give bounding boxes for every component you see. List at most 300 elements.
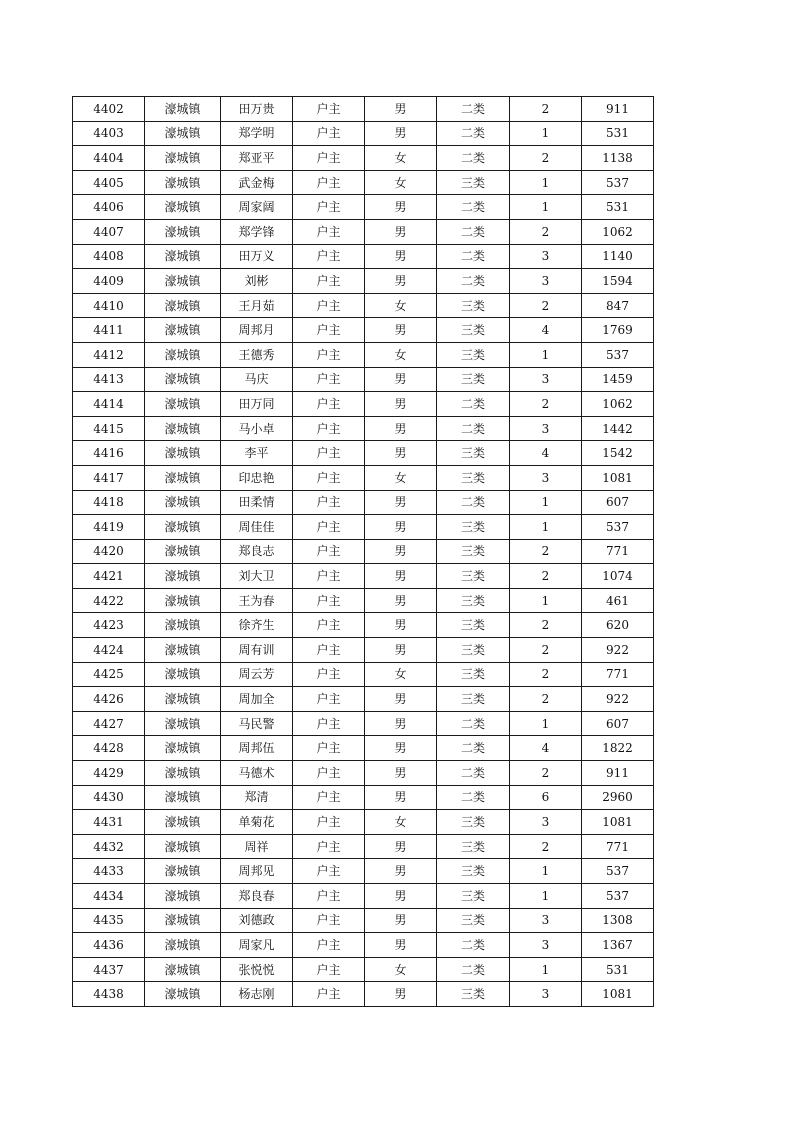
relation-cell: 户主 bbox=[293, 638, 365, 663]
name-cell: 杨志刚 bbox=[221, 982, 293, 1007]
name-cell: 王为春 bbox=[221, 588, 293, 613]
township-cell: 濠城镇 bbox=[145, 908, 221, 933]
household-size-cell: 4 bbox=[510, 441, 582, 466]
relation-cell: 户主 bbox=[293, 97, 365, 122]
amount-cell: 1140 bbox=[582, 244, 654, 269]
row-number-cell: 4408 bbox=[73, 244, 145, 269]
table-row bbox=[73, 957, 654, 982]
household-size-cell: 1 bbox=[510, 515, 582, 540]
row-number-cell: 4402 bbox=[73, 97, 145, 122]
category-cell: 二类 bbox=[437, 244, 510, 269]
table-row bbox=[73, 588, 654, 613]
household-size-cell: 6 bbox=[510, 785, 582, 810]
row-number-cell: 4419 bbox=[73, 515, 145, 540]
name-cell: 张悦悦 bbox=[221, 957, 293, 982]
relation-cell: 户主 bbox=[293, 859, 365, 884]
township-cell: 濠城镇 bbox=[145, 564, 221, 589]
row-number-cell: 4404 bbox=[73, 146, 145, 171]
name-cell: 郑清 bbox=[221, 785, 293, 810]
relation-cell: 户主 bbox=[293, 121, 365, 146]
category-cell: 二类 bbox=[437, 97, 510, 122]
relation-cell: 户主 bbox=[293, 490, 365, 515]
category-cell: 三类 bbox=[437, 342, 510, 367]
household-size-cell: 3 bbox=[510, 367, 582, 392]
table-body bbox=[73, 97, 654, 1007]
relation-cell: 户主 bbox=[293, 342, 365, 367]
household-size-cell: 3 bbox=[510, 416, 582, 441]
township-cell: 濠城镇 bbox=[145, 441, 221, 466]
amount-cell: 1081 bbox=[582, 982, 654, 1007]
table-row bbox=[73, 785, 654, 810]
category-cell: 二类 bbox=[437, 736, 510, 761]
gender-cell: 女 bbox=[365, 957, 437, 982]
category-cell: 二类 bbox=[437, 711, 510, 736]
table-row bbox=[73, 244, 654, 269]
row-number-cell: 4416 bbox=[73, 441, 145, 466]
township-cell: 濠城镇 bbox=[145, 957, 221, 982]
gender-cell: 男 bbox=[365, 982, 437, 1007]
amount-cell: 537 bbox=[582, 342, 654, 367]
gender-cell: 男 bbox=[365, 515, 437, 540]
category-cell: 三类 bbox=[437, 613, 510, 638]
township-cell: 濠城镇 bbox=[145, 416, 221, 441]
gender-cell: 男 bbox=[365, 588, 437, 613]
category-cell: 二类 bbox=[437, 269, 510, 294]
relation-cell: 户主 bbox=[293, 170, 365, 195]
household-size-cell: 1 bbox=[510, 859, 582, 884]
relation-cell: 户主 bbox=[293, 810, 365, 835]
name-cell: 王德秀 bbox=[221, 342, 293, 367]
category-cell: 三类 bbox=[437, 564, 510, 589]
table-row bbox=[73, 564, 654, 589]
relation-cell: 户主 bbox=[293, 834, 365, 859]
name-cell: 周祥 bbox=[221, 834, 293, 859]
table-row bbox=[73, 662, 654, 687]
name-cell: 周家阔 bbox=[221, 195, 293, 220]
amount-cell: 922 bbox=[582, 687, 654, 712]
category-cell: 三类 bbox=[437, 638, 510, 663]
gender-cell: 男 bbox=[365, 908, 437, 933]
gender-cell: 男 bbox=[365, 416, 437, 441]
amount-cell: 922 bbox=[582, 638, 654, 663]
relation-cell: 户主 bbox=[293, 367, 365, 392]
township-cell: 濠城镇 bbox=[145, 933, 221, 958]
name-cell: 刘大卫 bbox=[221, 564, 293, 589]
row-number-cell: 4428 bbox=[73, 736, 145, 761]
township-cell: 濠城镇 bbox=[145, 588, 221, 613]
relation-cell: 户主 bbox=[293, 711, 365, 736]
category-cell: 三类 bbox=[437, 170, 510, 195]
township-cell: 濠城镇 bbox=[145, 711, 221, 736]
relation-cell: 户主 bbox=[293, 219, 365, 244]
gender-cell: 女 bbox=[365, 146, 437, 171]
category-cell: 二类 bbox=[437, 416, 510, 441]
category-cell: 三类 bbox=[437, 441, 510, 466]
name-cell: 周有训 bbox=[221, 638, 293, 663]
relation-cell: 户主 bbox=[293, 564, 365, 589]
table-row bbox=[73, 908, 654, 933]
category-cell: 二类 bbox=[437, 121, 510, 146]
household-size-cell: 3 bbox=[510, 908, 582, 933]
township-cell: 濠城镇 bbox=[145, 613, 221, 638]
gender-cell: 男 bbox=[365, 933, 437, 958]
township-cell: 濠城镇 bbox=[145, 170, 221, 195]
row-number-cell: 4412 bbox=[73, 342, 145, 367]
gender-cell: 男 bbox=[365, 318, 437, 343]
amount-cell: 531 bbox=[582, 957, 654, 982]
township-cell: 濠城镇 bbox=[145, 761, 221, 786]
table-row bbox=[73, 539, 654, 564]
township-cell: 濠城镇 bbox=[145, 810, 221, 835]
township-cell: 濠城镇 bbox=[145, 834, 221, 859]
gender-cell: 男 bbox=[365, 195, 437, 220]
category-cell: 二类 bbox=[437, 785, 510, 810]
name-cell: 郑学明 bbox=[221, 121, 293, 146]
township-cell: 濠城镇 bbox=[145, 859, 221, 884]
table-row bbox=[73, 342, 654, 367]
row-number-cell: 4432 bbox=[73, 834, 145, 859]
household-size-cell: 2 bbox=[510, 687, 582, 712]
household-size-cell: 2 bbox=[510, 97, 582, 122]
name-cell: 周佳佳 bbox=[221, 515, 293, 540]
relation-cell: 户主 bbox=[293, 465, 365, 490]
row-number-cell: 4409 bbox=[73, 269, 145, 294]
category-cell: 二类 bbox=[437, 146, 510, 171]
gender-cell: 男 bbox=[365, 441, 437, 466]
relation-cell: 户主 bbox=[293, 687, 365, 712]
table-row bbox=[73, 97, 654, 122]
category-cell: 三类 bbox=[437, 884, 510, 909]
name-cell: 郑亚平 bbox=[221, 146, 293, 171]
gender-cell: 女 bbox=[365, 465, 437, 490]
row-number-cell: 4411 bbox=[73, 318, 145, 343]
category-cell: 三类 bbox=[437, 539, 510, 564]
table-row bbox=[73, 613, 654, 638]
household-size-cell: 2 bbox=[510, 613, 582, 638]
category-cell: 二类 bbox=[437, 933, 510, 958]
township-cell: 濠城镇 bbox=[145, 687, 221, 712]
row-number-cell: 4421 bbox=[73, 564, 145, 589]
gender-cell: 女 bbox=[365, 662, 437, 687]
gender-cell: 男 bbox=[365, 121, 437, 146]
household-size-cell: 2 bbox=[510, 293, 582, 318]
row-number-cell: 4417 bbox=[73, 465, 145, 490]
row-number-cell: 4431 bbox=[73, 810, 145, 835]
name-cell: 马小卓 bbox=[221, 416, 293, 441]
gender-cell: 男 bbox=[365, 736, 437, 761]
name-cell: 刘彬 bbox=[221, 269, 293, 294]
name-cell: 周邦见 bbox=[221, 859, 293, 884]
category-cell: 二类 bbox=[437, 392, 510, 417]
amount-cell: 531 bbox=[582, 195, 654, 220]
household-size-cell: 1 bbox=[510, 884, 582, 909]
document-page bbox=[72, 96, 654, 1007]
household-size-cell: 2 bbox=[510, 761, 582, 786]
table-row bbox=[73, 195, 654, 220]
relation-cell: 户主 bbox=[293, 982, 365, 1007]
township-cell: 濠城镇 bbox=[145, 982, 221, 1007]
household-register-table bbox=[72, 96, 654, 1007]
township-cell: 濠城镇 bbox=[145, 539, 221, 564]
amount-cell: 531 bbox=[582, 121, 654, 146]
table-row bbox=[73, 416, 654, 441]
table-row bbox=[73, 933, 654, 958]
table-row bbox=[73, 318, 654, 343]
gender-cell: 男 bbox=[365, 539, 437, 564]
amount-cell: 1367 bbox=[582, 933, 654, 958]
household-size-cell: 3 bbox=[510, 269, 582, 294]
name-cell: 武金梅 bbox=[221, 170, 293, 195]
category-cell: 三类 bbox=[437, 293, 510, 318]
name-cell: 周邦伍 bbox=[221, 736, 293, 761]
relation-cell: 户主 bbox=[293, 318, 365, 343]
township-cell: 濠城镇 bbox=[145, 269, 221, 294]
relation-cell: 户主 bbox=[293, 146, 365, 171]
relation-cell: 户主 bbox=[293, 515, 365, 540]
category-cell: 三类 bbox=[437, 515, 510, 540]
household-size-cell: 1 bbox=[510, 588, 582, 613]
household-size-cell: 2 bbox=[510, 539, 582, 564]
township-cell: 濠城镇 bbox=[145, 884, 221, 909]
name-cell: 李平 bbox=[221, 441, 293, 466]
township-cell: 濠城镇 bbox=[145, 195, 221, 220]
row-number-cell: 4407 bbox=[73, 219, 145, 244]
gender-cell: 男 bbox=[365, 392, 437, 417]
table-row bbox=[73, 859, 654, 884]
township-cell: 濠城镇 bbox=[145, 515, 221, 540]
table-row bbox=[73, 269, 654, 294]
amount-cell: 537 bbox=[582, 859, 654, 884]
household-size-cell: 1 bbox=[510, 711, 582, 736]
table-row bbox=[73, 687, 654, 712]
row-number-cell: 4424 bbox=[73, 638, 145, 663]
amount-cell: 847 bbox=[582, 293, 654, 318]
category-cell: 三类 bbox=[437, 662, 510, 687]
relation-cell: 户主 bbox=[293, 908, 365, 933]
amount-cell: 537 bbox=[582, 170, 654, 195]
township-cell: 濠城镇 bbox=[145, 121, 221, 146]
amount-cell: 461 bbox=[582, 588, 654, 613]
category-cell: 三类 bbox=[437, 982, 510, 1007]
household-size-cell: 4 bbox=[510, 318, 582, 343]
category-cell: 三类 bbox=[437, 465, 510, 490]
category-cell: 二类 bbox=[437, 195, 510, 220]
household-size-cell: 2 bbox=[510, 662, 582, 687]
township-cell: 濠城镇 bbox=[145, 785, 221, 810]
household-size-cell: 1 bbox=[510, 342, 582, 367]
township-cell: 濠城镇 bbox=[145, 367, 221, 392]
name-cell: 郑良志 bbox=[221, 539, 293, 564]
row-number-cell: 4414 bbox=[73, 392, 145, 417]
row-number-cell: 4406 bbox=[73, 195, 145, 220]
amount-cell: 1542 bbox=[582, 441, 654, 466]
row-number-cell: 4405 bbox=[73, 170, 145, 195]
row-number-cell: 4422 bbox=[73, 588, 145, 613]
table-row bbox=[73, 810, 654, 835]
household-size-cell: 1 bbox=[510, 170, 582, 195]
category-cell: 三类 bbox=[437, 367, 510, 392]
row-number-cell: 4413 bbox=[73, 367, 145, 392]
name-cell: 田万贵 bbox=[221, 97, 293, 122]
township-cell: 濠城镇 bbox=[145, 219, 221, 244]
row-number-cell: 4427 bbox=[73, 711, 145, 736]
row-number-cell: 4425 bbox=[73, 662, 145, 687]
relation-cell: 户主 bbox=[293, 761, 365, 786]
table-row bbox=[73, 219, 654, 244]
township-cell: 濠城镇 bbox=[145, 244, 221, 269]
household-size-cell: 1 bbox=[510, 195, 582, 220]
row-number-cell: 4436 bbox=[73, 933, 145, 958]
gender-cell: 男 bbox=[365, 761, 437, 786]
relation-cell: 户主 bbox=[293, 293, 365, 318]
row-number-cell: 4415 bbox=[73, 416, 145, 441]
township-cell: 濠城镇 bbox=[145, 318, 221, 343]
table-row bbox=[73, 736, 654, 761]
name-cell: 马民警 bbox=[221, 711, 293, 736]
row-number-cell: 4426 bbox=[73, 687, 145, 712]
relation-cell: 户主 bbox=[293, 957, 365, 982]
row-number-cell: 4429 bbox=[73, 761, 145, 786]
amount-cell: 607 bbox=[582, 711, 654, 736]
row-number-cell: 4410 bbox=[73, 293, 145, 318]
relation-cell: 户主 bbox=[293, 416, 365, 441]
township-cell: 濠城镇 bbox=[145, 342, 221, 367]
category-cell: 三类 bbox=[437, 859, 510, 884]
table-row bbox=[73, 711, 654, 736]
amount-cell: 1308 bbox=[582, 908, 654, 933]
table-row bbox=[73, 293, 654, 318]
name-cell: 印忠艳 bbox=[221, 465, 293, 490]
relation-cell: 户主 bbox=[293, 933, 365, 958]
household-size-cell: 2 bbox=[510, 219, 582, 244]
household-size-cell: 3 bbox=[510, 982, 582, 1007]
table-row bbox=[73, 884, 654, 909]
township-cell: 濠城镇 bbox=[145, 736, 221, 761]
row-number-cell: 4403 bbox=[73, 121, 145, 146]
household-size-cell: 1 bbox=[510, 121, 582, 146]
gender-cell: 男 bbox=[365, 219, 437, 244]
name-cell: 周云芳 bbox=[221, 662, 293, 687]
amount-cell: 1594 bbox=[582, 269, 654, 294]
amount-cell: 620 bbox=[582, 613, 654, 638]
name-cell: 周家凡 bbox=[221, 933, 293, 958]
category-cell: 三类 bbox=[437, 687, 510, 712]
household-size-cell: 2 bbox=[510, 564, 582, 589]
category-cell: 二类 bbox=[437, 490, 510, 515]
gender-cell: 女 bbox=[365, 810, 437, 835]
category-cell: 三类 bbox=[437, 588, 510, 613]
relation-cell: 户主 bbox=[293, 244, 365, 269]
amount-cell: 1822 bbox=[582, 736, 654, 761]
table-row bbox=[73, 490, 654, 515]
household-size-cell: 2 bbox=[510, 834, 582, 859]
table-row bbox=[73, 834, 654, 859]
township-cell: 濠城镇 bbox=[145, 662, 221, 687]
relation-cell: 户主 bbox=[293, 195, 365, 220]
gender-cell: 男 bbox=[365, 244, 437, 269]
amount-cell: 537 bbox=[582, 884, 654, 909]
category-cell: 二类 bbox=[437, 761, 510, 786]
amount-cell: 771 bbox=[582, 834, 654, 859]
category-cell: 三类 bbox=[437, 810, 510, 835]
gender-cell: 男 bbox=[365, 638, 437, 663]
amount-cell: 1081 bbox=[582, 810, 654, 835]
amount-cell: 771 bbox=[582, 662, 654, 687]
gender-cell: 男 bbox=[365, 269, 437, 294]
township-cell: 濠城镇 bbox=[145, 293, 221, 318]
row-number-cell: 4420 bbox=[73, 539, 145, 564]
name-cell: 马庆 bbox=[221, 367, 293, 392]
name-cell: 周加全 bbox=[221, 687, 293, 712]
household-size-cell: 4 bbox=[510, 736, 582, 761]
relation-cell: 户主 bbox=[293, 539, 365, 564]
amount-cell: 1062 bbox=[582, 392, 654, 417]
table-row bbox=[73, 441, 654, 466]
row-number-cell: 4418 bbox=[73, 490, 145, 515]
amount-cell: 1442 bbox=[582, 416, 654, 441]
name-cell: 郑良春 bbox=[221, 884, 293, 909]
row-number-cell: 4438 bbox=[73, 982, 145, 1007]
household-size-cell: 2 bbox=[510, 146, 582, 171]
gender-cell: 男 bbox=[365, 711, 437, 736]
household-size-cell: 1 bbox=[510, 490, 582, 515]
township-cell: 濠城镇 bbox=[145, 146, 221, 171]
township-cell: 濠城镇 bbox=[145, 638, 221, 663]
gender-cell: 女 bbox=[365, 293, 437, 318]
amount-cell: 911 bbox=[582, 97, 654, 122]
row-number-cell: 4434 bbox=[73, 884, 145, 909]
gender-cell: 男 bbox=[365, 785, 437, 810]
table-row bbox=[73, 761, 654, 786]
name-cell: 徐齐生 bbox=[221, 613, 293, 638]
amount-cell: 1081 bbox=[582, 465, 654, 490]
name-cell: 马德术 bbox=[221, 761, 293, 786]
gender-cell: 男 bbox=[365, 564, 437, 589]
name-cell: 周邦月 bbox=[221, 318, 293, 343]
category-cell: 二类 bbox=[437, 957, 510, 982]
table-row bbox=[73, 982, 654, 1007]
row-number-cell: 4430 bbox=[73, 785, 145, 810]
amount-cell: 2960 bbox=[582, 785, 654, 810]
gender-cell: 女 bbox=[365, 170, 437, 195]
table-row bbox=[73, 170, 654, 195]
row-number-cell: 4433 bbox=[73, 859, 145, 884]
relation-cell: 户主 bbox=[293, 736, 365, 761]
gender-cell: 男 bbox=[365, 884, 437, 909]
township-cell: 濠城镇 bbox=[145, 392, 221, 417]
township-cell: 濠城镇 bbox=[145, 97, 221, 122]
relation-cell: 户主 bbox=[293, 269, 365, 294]
category-cell: 三类 bbox=[437, 318, 510, 343]
table-row bbox=[73, 121, 654, 146]
household-size-cell: 2 bbox=[510, 392, 582, 417]
row-number-cell: 4437 bbox=[73, 957, 145, 982]
name-cell: 田柔情 bbox=[221, 490, 293, 515]
category-cell: 二类 bbox=[437, 219, 510, 244]
relation-cell: 户主 bbox=[293, 662, 365, 687]
amount-cell: 1138 bbox=[582, 146, 654, 171]
relation-cell: 户主 bbox=[293, 613, 365, 638]
table-row bbox=[73, 515, 654, 540]
category-cell: 三类 bbox=[437, 834, 510, 859]
gender-cell: 女 bbox=[365, 342, 437, 367]
row-number-cell: 4435 bbox=[73, 908, 145, 933]
name-cell: 单菊花 bbox=[221, 810, 293, 835]
relation-cell: 户主 bbox=[293, 392, 365, 417]
category-cell: 三类 bbox=[437, 908, 510, 933]
gender-cell: 男 bbox=[365, 97, 437, 122]
household-size-cell: 3 bbox=[510, 810, 582, 835]
